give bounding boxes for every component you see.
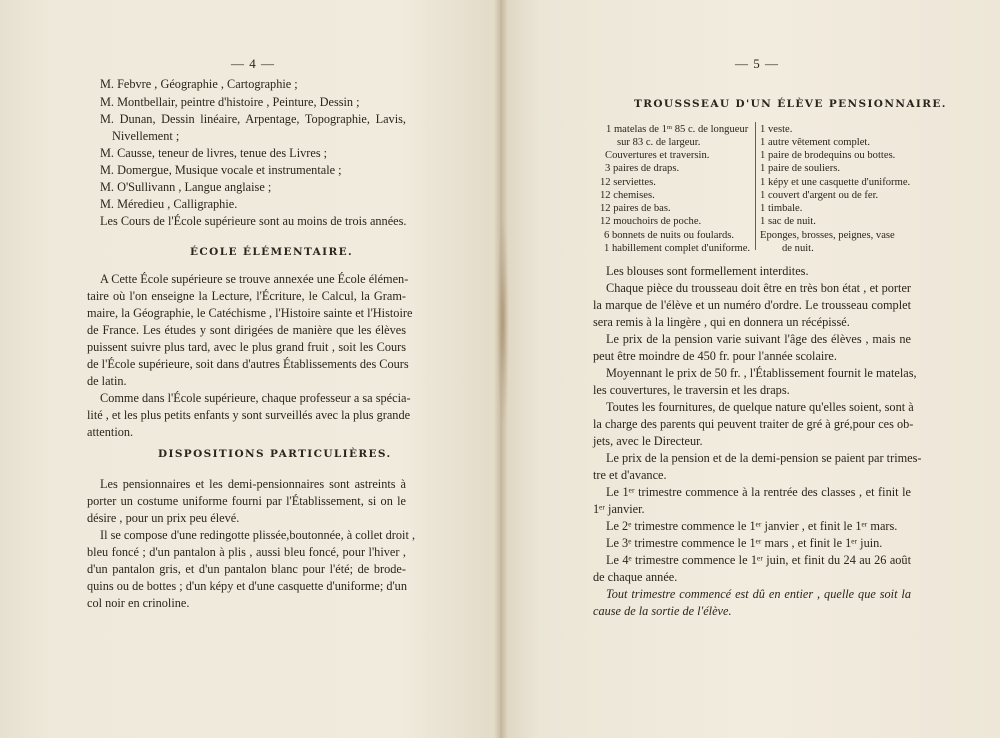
trousseau-item: 1 couvert d'argent ou de fer.: [760, 190, 879, 201]
paragraph-line: Comme dans l'École supérieure, chaque professeur a sa spécia-: [100, 391, 411, 405]
trousseau-item: 1 paire de brodequins ou bottes.: [760, 150, 896, 161]
trousseau-item: 1 autre vêtement complet.: [760, 137, 871, 148]
trousseau-item: 1 timbale.: [760, 203, 803, 214]
page-number: — 5 —: [735, 56, 779, 71]
paragraph-line: désire , pour un prix peu élevé.: [87, 511, 240, 525]
trousseau-item: Eponges, brosses, peignes, vase: [760, 230, 895, 241]
paragraph-line: maire, la Géographie, le Catéchisme , l'Histoire sainte et l'Histoire: [87, 306, 413, 320]
trousseau-item: 12 serviettes.: [600, 177, 656, 188]
trousseau-item: 1 képy et une casquette d'uniforme.: [760, 177, 911, 188]
paragraph-line: jets, avec le Directeur.: [593, 434, 703, 448]
paragraph-line: 1ᵉʳ janvier.: [593, 502, 645, 516]
cours-line: Les Cours de l'École supérieure sont au moins de trois années.: [100, 214, 407, 228]
paragraph-line: cause de la sortie de l'élève.: [593, 604, 732, 618]
trousseau-item: 6 bonnets de nuits ou foulards.: [604, 230, 735, 241]
paragraph-line: la marque de l'élève et un numéro d'ordre. Le trousseau complet: [593, 298, 911, 312]
paragraph-line: Tout trimestre commencé est dû en entier , quelle que soit la: [606, 587, 911, 601]
trousseau-item: 1 sac de nuit.: [760, 216, 816, 227]
teacher-line: M. Domergue, Musique vocale et instrumentale ;: [100, 163, 342, 177]
heading-ecole-elementaire: ÉCOLE ÉLÉMENTAIRE.: [190, 246, 354, 258]
paragraph-line: de l'École supérieure, soit dans d'autres Établissements des Cours: [87, 357, 409, 371]
page-number: — 4 —: [231, 56, 275, 71]
paragraph-line: attention.: [87, 425, 134, 439]
teacher-line: M. Méredieu , Calligraphie.: [100, 197, 238, 211]
trousseau-item: sur 83 c. de largeur.: [617, 137, 701, 148]
teacher-line: M. Montbellair, peintre d'histoire , Peinture, Dessin ;: [100, 95, 360, 109]
paragraph-line: puissent suivre plus tard, avec le plus grand fruit , soit les Cours: [87, 340, 406, 354]
paragraph-line: sera remis à la lingère , qui en donnera un récépissé.: [593, 315, 850, 329]
paragraph-line: Les pensionnaires et les demi-pensionnaires sont astreints à: [100, 477, 406, 491]
trousseau-item: 1 habillement complet d'uniforme.: [604, 243, 751, 254]
trousseau-item: 3 paires de draps.: [605, 163, 680, 174]
paragraph-line: Le prix de la pension et de la demi-pension se paient par trimes-: [606, 451, 922, 465]
paragraph-line: Toutes les fournitures, de quelque nature qu'elles soient, sont à: [606, 400, 914, 414]
paragraph-line: porter un costume uniforme fourni par l'Établissement, si on le: [87, 494, 406, 508]
paragraph-line: Le 1ᵉʳ trimestre commence à la rentrée des classes , et finit le: [606, 485, 911, 499]
teacher-line: M. O'Sullivann , Langue anglaise ;: [100, 180, 272, 194]
paragraph-line: col noir en crinoline.: [87, 596, 190, 610]
paragraph-line: tre et d'avance.: [593, 468, 667, 482]
trousseau-item: Couvertures et traversin.: [605, 150, 710, 161]
teacher-line: M. Febvre , Géographie , Cartographie ;: [100, 77, 298, 91]
trousseau-item: 1 veste.: [760, 124, 793, 135]
paper-stain: [497, 222, 509, 422]
paragraph-line: les couvertures, le traversin et les draps.: [593, 383, 790, 397]
paragraph-line: Le 4ᵉ trimestre commence le 1ᵉʳ juin, et finit du 24 au 26 août: [606, 553, 911, 567]
right-page-content: [500, 0, 1000, 738]
teacher-line: M. Dunan, Dessin linéaire, Arpentage, Topographie, Lavis,: [100, 112, 406, 126]
teacher-line: Nivellement ;: [112, 129, 180, 143]
trousseau-item: 12 paires de bas.: [600, 203, 671, 214]
paragraph-line: Le 3ᵉ trimestre commence le 1ᵉʳ mars , et finit le 1ᵉʳ juin.: [606, 536, 883, 550]
paragraph-line: Chaque pièce du trousseau doit être en très bon état , et porter: [606, 281, 911, 295]
trousseau-item: 1 matelas de 1ᵐ 85 c. de longueur: [606, 124, 749, 135]
trousseau-item: 1 paire de souliers.: [760, 163, 841, 174]
paragraph-line: bleu foncé ; d'un pantalon à plis , aussi bleu foncé, pour l'hiver ,: [87, 545, 406, 559]
paragraph-line: taire où l'on enseigne la Lecture, l'Écriture, le Calcul, la Gram-: [87, 289, 406, 303]
paragraph-line: Le 2ᵉ trimestre commence le 1ᵉʳ janvier , et finit le 1ᵉʳ mars.: [606, 519, 898, 533]
paragraph-line: lité , et les plus petits enfants y sont surveillés avec la plus grande: [87, 408, 411, 422]
paragraph-line: A Cette École supérieure se trouve annexée une École élémen-: [100, 272, 409, 286]
paragraph-line: peut être moindre de 450 fr. pour l'année scolaire.: [593, 349, 837, 363]
heading-dispositions: DISPOSITIONS PARTICULIÈRES.: [158, 448, 392, 460]
paragraph-line: quins ou de bottes ; d'un képy et d'une casquette d'uniforme; d'un: [87, 579, 407, 593]
paragraph-line: Il se compose d'une redingotte plissée,boutonnée, à collet droit ,: [100, 528, 416, 542]
blouses-line: Les blouses sont formellement interdites.: [606, 264, 809, 278]
paragraph-line: Moyennant le prix de 50 fr. , l'Établissement fournit le matelas,: [606, 366, 917, 380]
paragraph-line: la charge des parents qui peuvent traiter de gré à gré,pour ces ob-: [593, 417, 914, 431]
teacher-line: M. Causse, teneur de livres, tenue des Livres ;: [100, 146, 328, 160]
paragraph-line: Le prix de la pension varie suivant l'âge des élèves , mais ne: [606, 332, 911, 346]
trousseau-item: 12 chemises.: [600, 190, 655, 201]
paragraph-line: de France. Les études y sont dirigées de manière que les élèves: [87, 323, 406, 337]
paragraph-line: de chaque année.: [593, 570, 678, 584]
trousseau-item: 12 mouchoirs de poche.: [600, 216, 702, 227]
paragraph-line: de latin.: [87, 374, 127, 388]
paragraph-line: d'un pantalon gris, et d'un pantalon blanc pour l'été; de brode-: [87, 562, 406, 576]
heading-trousseau: TROUSSSEAU D'UN ÉLÈVE PENSIONNAIRE.: [634, 98, 947, 110]
trousseau-item: de nuit.: [782, 243, 814, 254]
